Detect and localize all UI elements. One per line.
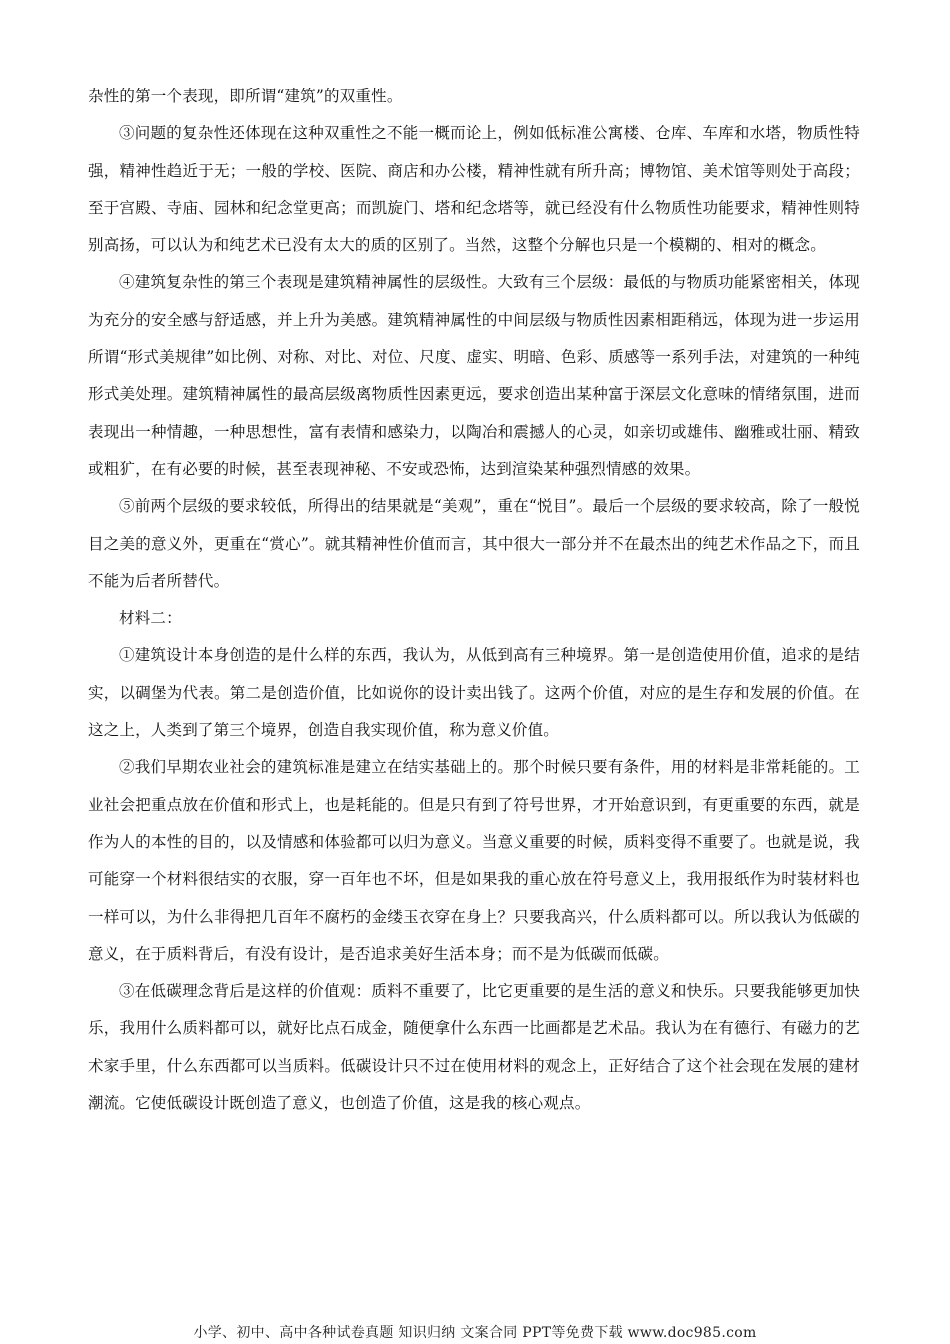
document-body	[88, 78, 860, 1122]
material-two-paragraph-3: ③在低碳理念背后是这样的价值观：质料不重要了，比它更重要的是生活的意义和快乐。只要我能够更加快乐，我用什么质料都可以，就好比点石成金，随便拿什么东西一比画都是艺术品。我认为在有德行、有磁力的艺术家手里，什么东西都可以当质料。低碳设计只不过在使用材料的观念上，正好结合了这个社会现在发展的建材潮流。它使低碳设计既创造了意义，也创造了价值，这是我的核心观点。	[88, 982, 860, 1113]
material-two-paragraph-1: ①建筑设计本身创造的是什么样的东西，我认为，从低到高有三种境界。第一是创造使用价值，追求的是结实，以碉堡为代表。第二是创造价值，比如说你的设计卖出钱了。这两个价值，对应的是生存和发展的价值。在这之上，人类到了第三个境界，创造自我实现价值，称为意义价值。	[88, 646, 860, 740]
material-two-paragraph-2: ②我们早期农业社会的建筑标准是建立在结实基础上的。那个时候只要有条件，用的材料是非常耗能的。工业社会把重点放在价值和形式上，也是耗能的。但是只有到了符号世界，才开始意识到，有更重要的东西，就是作为人的本性的目的，以及情感和体验都可以归为意义。当意义重要的时候，质料变得不重要了。也就是说，我可能穿一个材料很结实的衣服，穿一百年也不坏，但是如果我的重心放在符号意义上，我用报纸作为时装材料也一样可以，为什么非得把几百年不腐朽的金缕玉衣穿在身上？只要我高兴，什么质料都可以。所以我认为低碳的意义，在于质料背后，有没有设计，是否追求美好生活本身；而不是为低碳而低碳。	[88, 758, 860, 963]
page-footer: 小学、初中、高中各种试卷真题 知识归纳 文案合同 PPT等免费下载 www.doc985.com	[193, 1325, 757, 1341]
material-two-heading: 材料二：	[119, 609, 182, 628]
paragraph-3-dual-nature: ③问题的复杂性还体现在这种双重性之不能一概而论上，例如低标准公寓楼、仓库、车库和水塔，物质性特强，精神性趋近于无；一般的学校、医院、商店和办公楼，精神性就有所升高；博物馆、美术馆等则处于高段；至于宫殿、寺庙、园林和纪念堂更高；而凯旋门、塔和纪念塔等，就已经没有什么物质性功能要求，精神性则特别高扬，可以认为和纯艺术已没有太大的质的区别了。当然，这整个分解也只是一个模糊的、相对的概念。	[88, 124, 860, 255]
paragraph-continuation: 杂性的第一个表现，即所谓“建筑”的双重性。	[88, 87, 403, 105]
paragraph-4-hierarchy: ④建筑复杂性的第三个表现是建筑精神属性的层级性。大致有三个层级：最低的与物质功能紧密相关，体现为充分的安全感与舒适感，并上升为美感。建筑精神属性的中间层级与物质性因素相距稍远，体现为进一步运用所谓“形式美规律”如比例、对称、对比、对位、尺度、虚实、明暗、色彩、质感等一系列手法，对建筑的一种纯形式美处理。建筑精神属性的最高层级离物质性因素更远，要求创造出某种富于深层文化意味的情绪氛围，进而表现出一种情趣，一种思想性，富有表情和感染力，以陶冶和震撼人的心灵，如亲切或雄伟、幽雅或壮丽、精致或粗犷，在有必要的时候，甚至表现神秘、不安或恐怖，达到渲染某种强烈情感的效果。	[88, 273, 860, 478]
paragraph-5-aesthetics: ⑤前两个层级的要求较低，所得出的结果就是“美观”，重在“悦目”。最后一个层级的要求较高，除了一般悦目之美的意义外，更重在“赏心”。就其精神性价值而言，其中很大一部分并不在最杰出的纯艺术作品之下，而且不能为后者所替代。	[88, 497, 860, 590]
